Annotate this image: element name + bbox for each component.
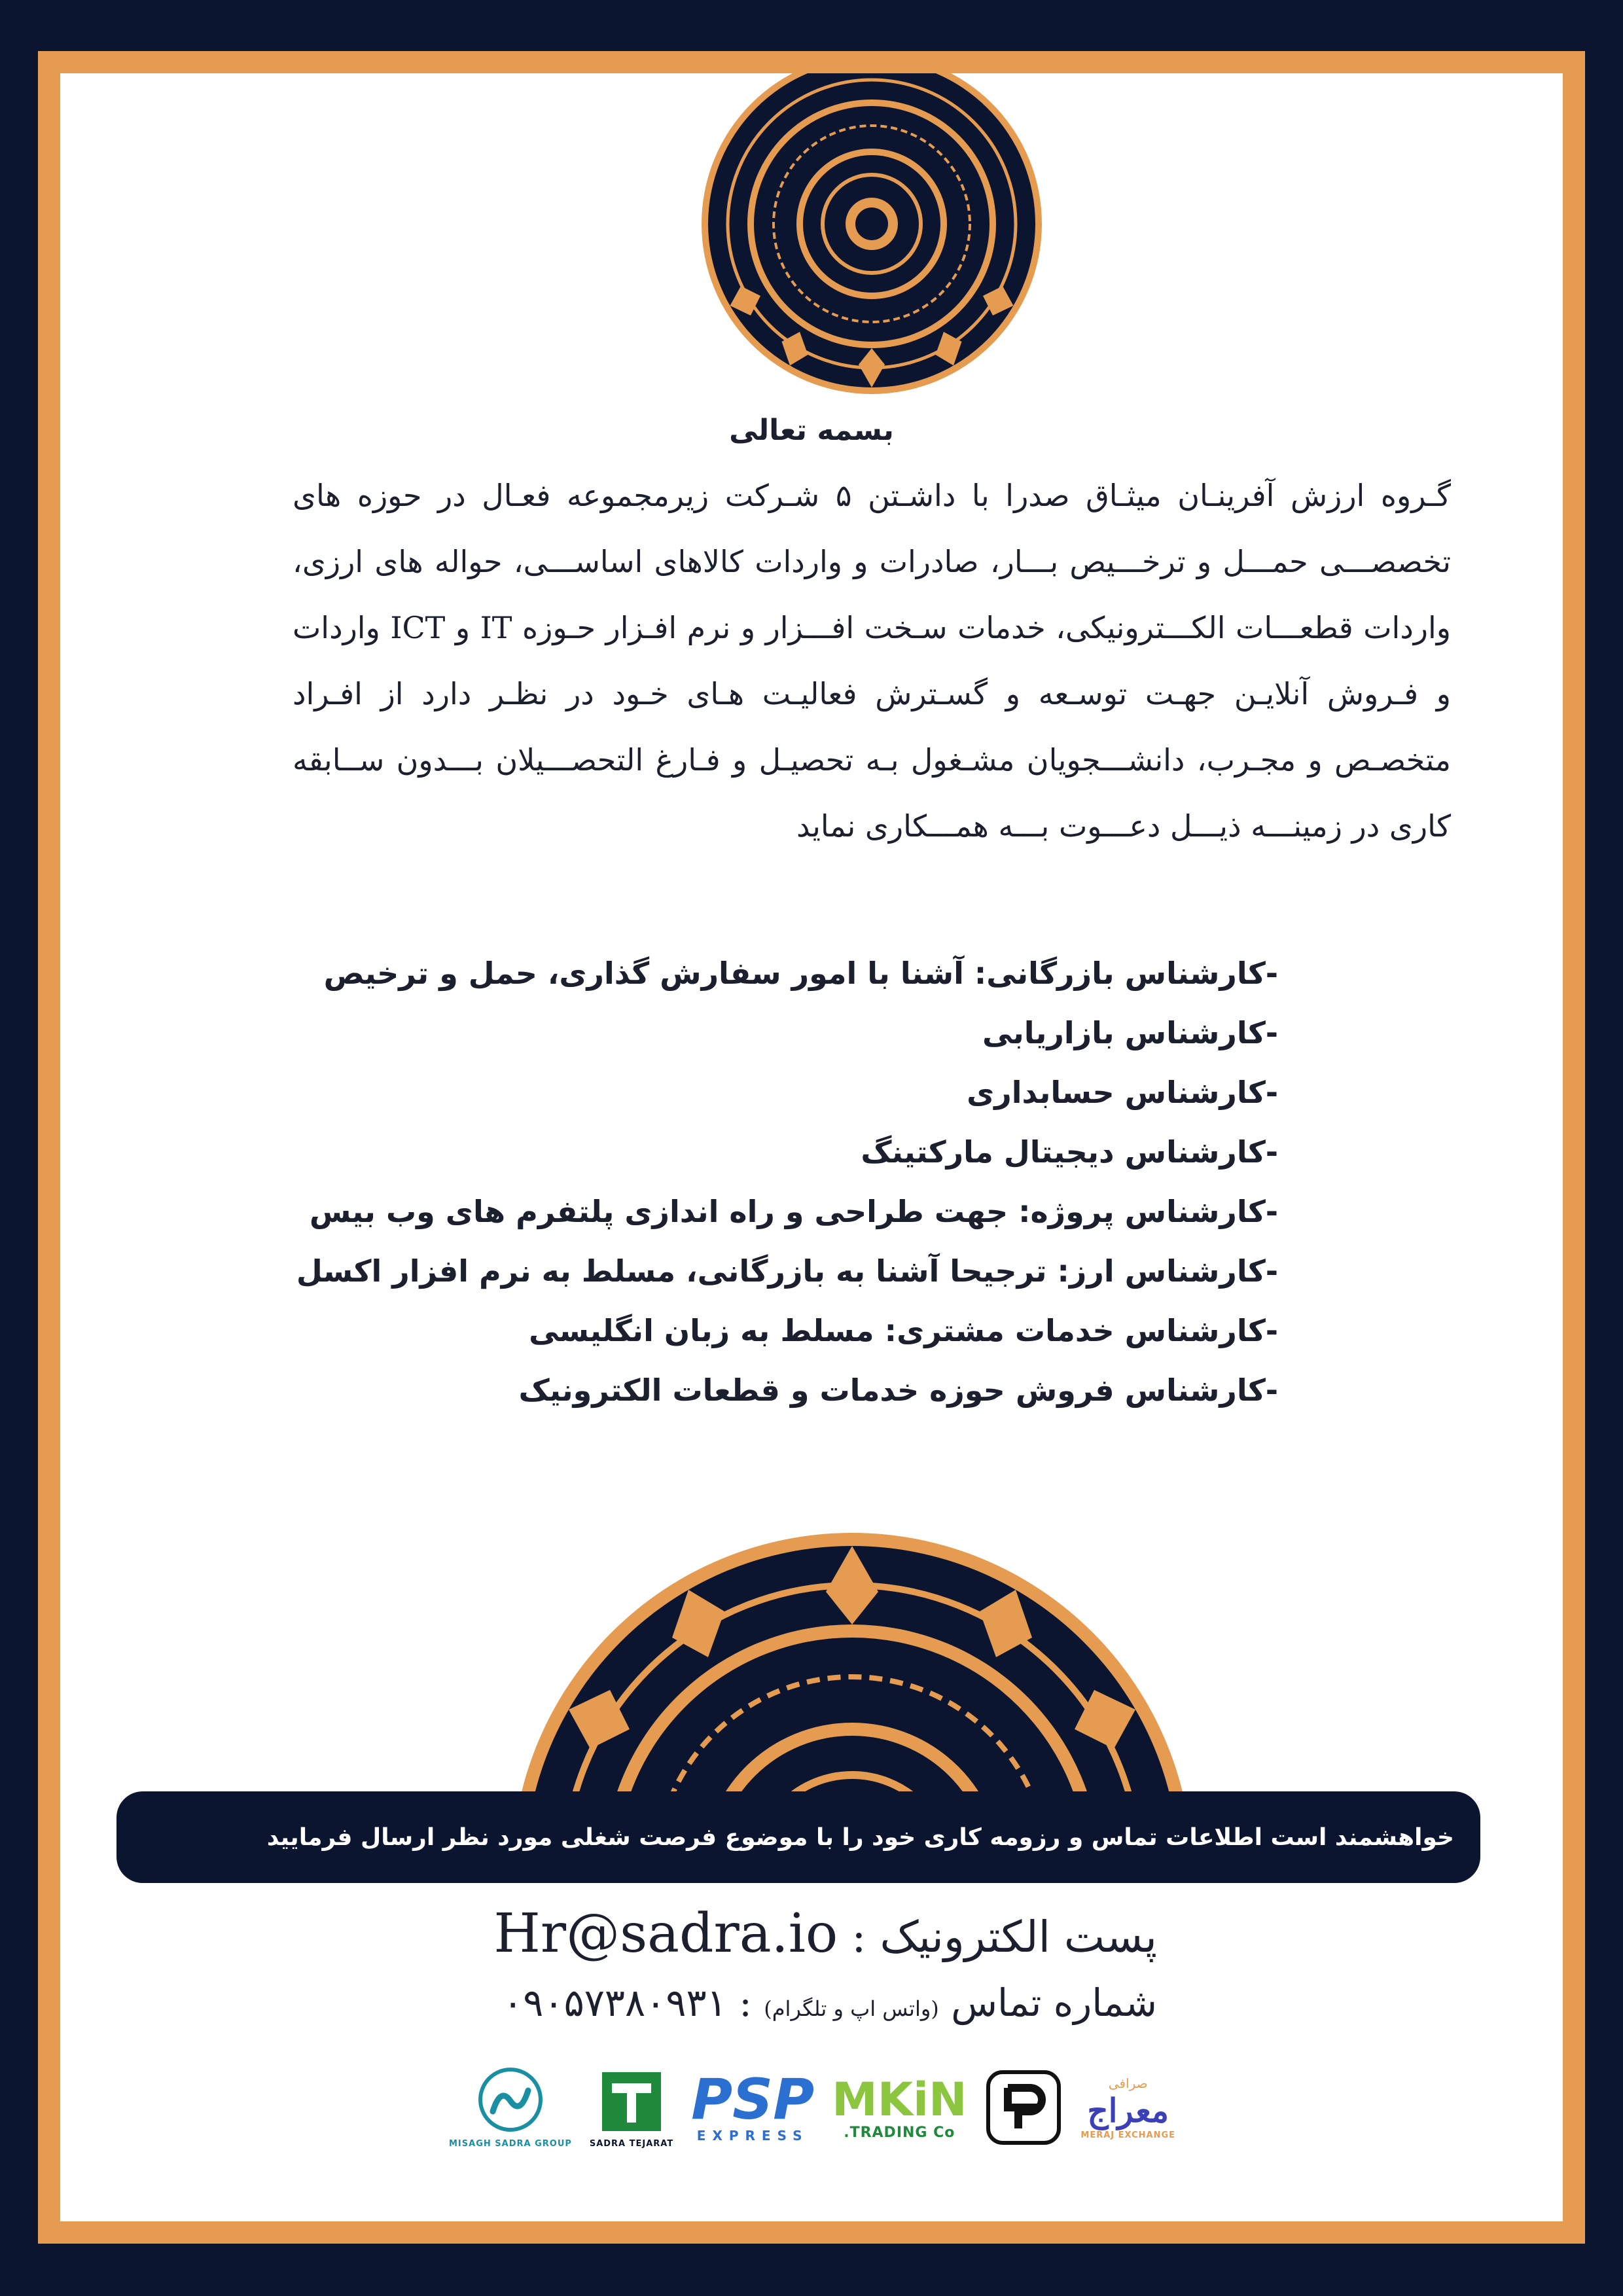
email-row xyxy=(493,1898,1157,1973)
job-item: -کارشناس دیجیتال مارکتینگ xyxy=(861,1134,1278,1170)
meraj-caption: MERAJ EXCHANGE xyxy=(1080,2130,1175,2140)
psp-caption: EXPRESS xyxy=(696,2128,809,2144)
psp-wordmark: PSP xyxy=(691,2067,815,2132)
mandala-top-ornament xyxy=(518,73,1225,401)
meraj-wordmark: معراج xyxy=(1087,2090,1169,2130)
phone-row xyxy=(493,1973,1157,2038)
logo-mkin-trading xyxy=(832,2072,967,2141)
logo-fp-mark xyxy=(984,2068,1063,2147)
phone-label: شماره تماس xyxy=(951,1981,1157,2025)
misagh-sadra-logo-icon xyxy=(474,2067,546,2139)
job-list xyxy=(231,944,1278,1420)
meraj-fa-caption: صرافی xyxy=(1108,2075,1148,2091)
job-item: -کارشناس پروژه: جهت طراحی و راه اندازی پلتفرم های وب بیس xyxy=(309,1194,1278,1229)
sadra-tejarat-logo-icon xyxy=(596,2067,668,2139)
job-item: -کارشناس حسابداری xyxy=(967,1075,1278,1110)
logo-meraj-exchange xyxy=(1080,2075,1175,2140)
phone-note: (واتس اپ و تلگرام) xyxy=(764,1996,939,2021)
misagh-caption: MISAGH SADRA GROUP xyxy=(449,2138,572,2149)
logo-psp-express xyxy=(691,2067,815,2144)
mkin-wordmark: MKiN xyxy=(832,2072,967,2126)
job-item: -کارشناس بازرگانی: آشنا با امور سفارش گذاری، حمل و ترخیص xyxy=(323,956,1278,991)
cta-banner xyxy=(116,1791,1480,1883)
job-item: -کارشناس فروش حوزه خدمات و قطعات الکترونیک xyxy=(518,1372,1278,1408)
intro-paragraph: گـروه ارزش آفرینـان میثـاق صدرا با داشـتن ۵ شـرکت زیرمجموعه فعـال در حوزه های تخصصـــی حمـــل و ترخـــیص بـــار، صادرات و واردات کالاهای اساســـی، حواله های ارزی، واردات قطعـــات الکـــترونیکی، خدمات سـخت افـــزار و نرم افـزار حـوزه IT و ICT واردات و فـروش آنلایـن جهـت توسـعه و گسـترش فعالیـت هـای خـود در نظـر دارد از افـراد متخصـص و مجـرب، دانشـــجویان مشـغول بـه تحصیـل و فـارغ التحصـــیلان بـــدون ســابقه کاری در زمینـــه ذیـــل دعـــوت بـــه همـــکاری نماید xyxy=(293,478,1452,844)
fp-logo-icon xyxy=(984,2068,1063,2147)
job-item: -کارشناس بازاریابی xyxy=(982,1015,1278,1050)
banner-text: خواهشمند است اطلاعات تماس و رزومه کاری خود را با موضوع فرصت شغلی مورد نظر ارسال فرمایید xyxy=(266,1823,1454,1851)
email-label: پست الکترونیک : xyxy=(851,1912,1157,1962)
heading: بسمه تعالی xyxy=(729,414,894,447)
email-address[interactable]: Hr@sadra.io xyxy=(493,1903,838,1965)
contact-block xyxy=(493,1898,1157,2038)
job-item: -کارشناس خدمات مشتری: مسلط به زبان انگلیسی xyxy=(529,1313,1278,1348)
logo-sadra-tejarat xyxy=(590,2067,673,2149)
mkin-caption: TRADING Co. xyxy=(844,2124,955,2141)
job-item: -کارشناس ارز: ترجیحا آشنا به بازرگانی، مسلط به نرم افزار اکسل xyxy=(296,1253,1278,1289)
sadra-tejarat-caption: SADRA TEJARAT xyxy=(589,2138,674,2149)
phone-separator: : xyxy=(739,1981,752,2025)
phone-number[interactable]: ۰۹۰۵۷۳۸۰۹۳۱ xyxy=(503,1981,727,2025)
logo-misagh-sadra xyxy=(449,2067,572,2149)
partner-logos xyxy=(449,2062,1175,2153)
